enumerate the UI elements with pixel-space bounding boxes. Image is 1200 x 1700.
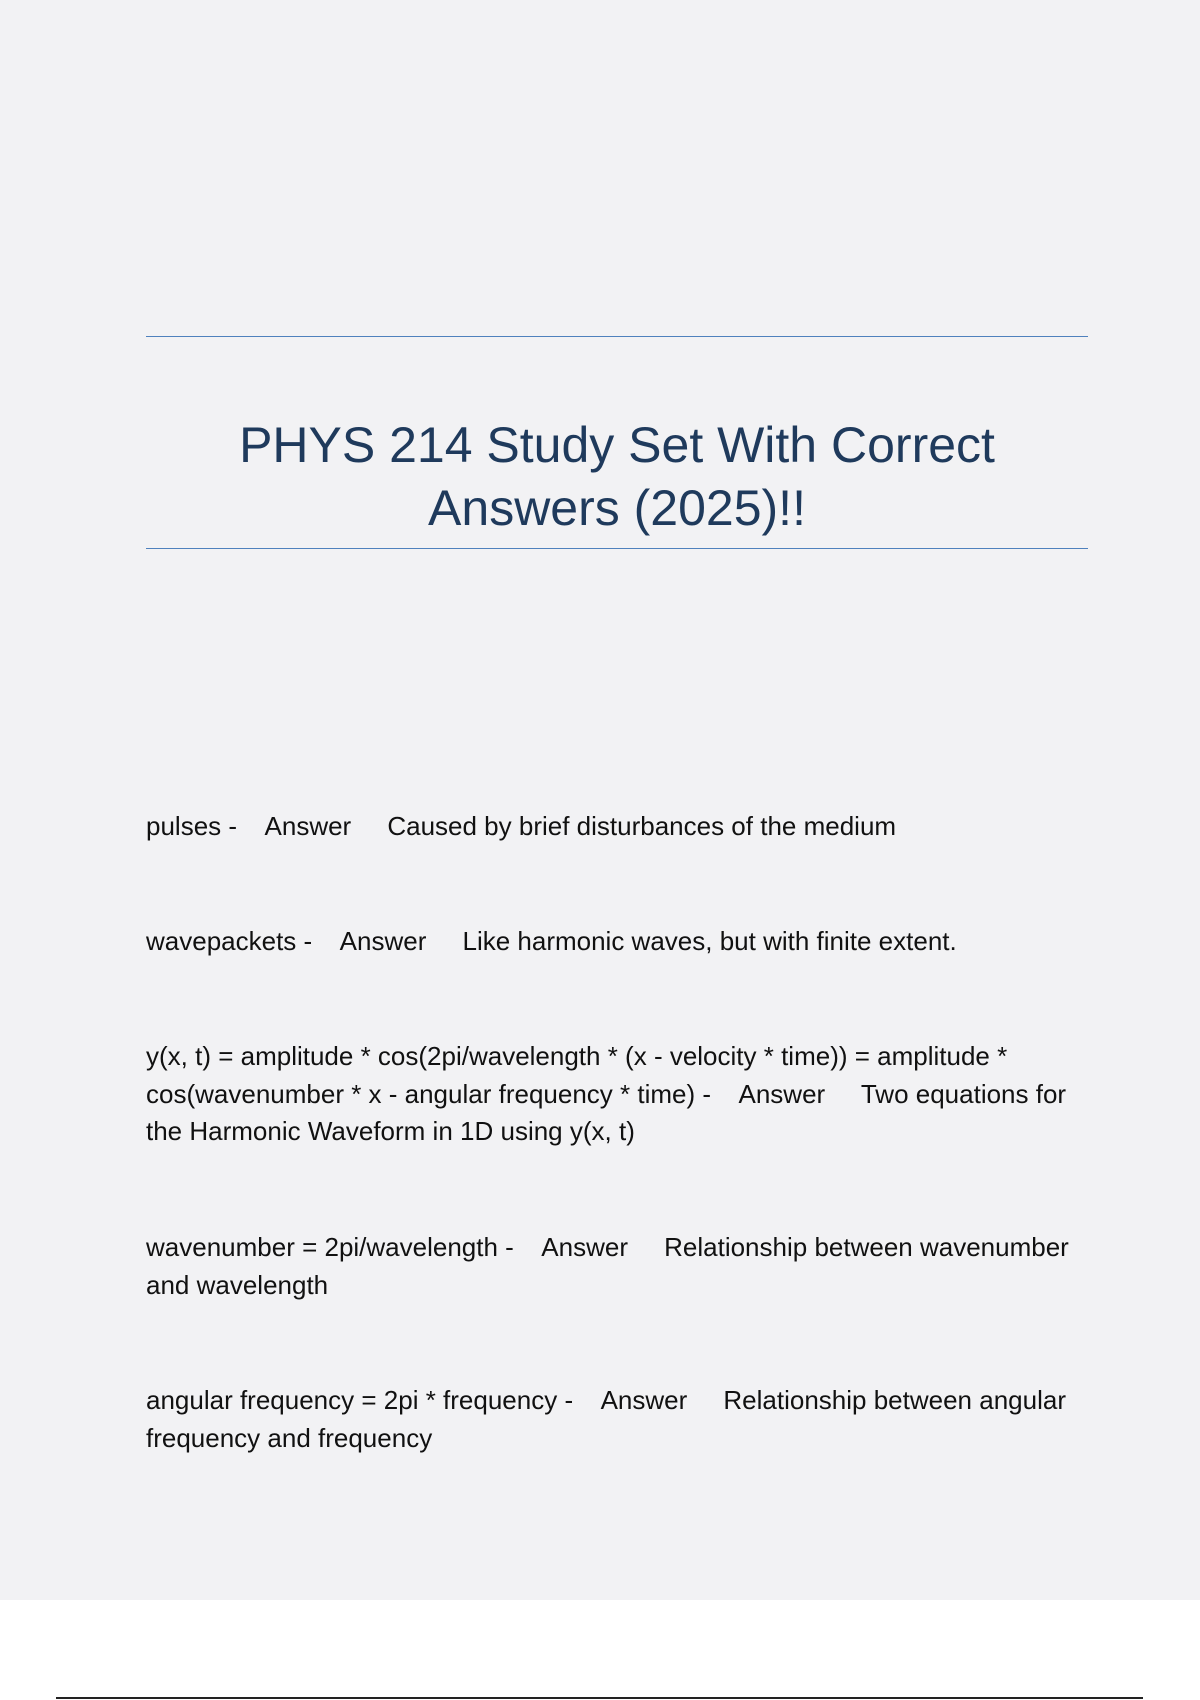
footer-rule — [56, 1697, 1143, 1699]
qa-answer: Like harmonic waves, but with finite extent. — [462, 926, 957, 956]
qa-term: wavenumber = 2pi/wavelength - — [146, 1232, 514, 1262]
qa-answer-label: Answer — [541, 1232, 628, 1262]
title-bottom-rule — [146, 548, 1088, 549]
qa-answer-label: Answer — [738, 1078, 826, 1109]
document-title: PHYS 214 Study Set With Correct Answers (2025)!! — [239, 417, 995, 536]
qa-term: y(x, t) = amplitude * cos(2pi/wavelength * (x - velocity * time)) = amplitude * cos(wavenumber * x - angular frequency * time) - — [146, 1041, 1008, 1109]
qa-answer-label: Answer — [264, 811, 352, 841]
qa-answer: Relationship between angular frequency and frequency — [146, 1385, 1066, 1453]
qa-term: angular frequency = 2pi * frequency - — [146, 1385, 574, 1415]
qa-answer-label: Answer — [339, 926, 427, 956]
qa-item — [146, 1038, 1088, 1151]
qa-term: pulses - — [146, 811, 238, 841]
qa-answer: Caused by brief disturbances of the medium — [387, 811, 897, 841]
qa-item — [146, 1382, 1088, 1457]
qa-item — [146, 1229, 1088, 1304]
qa-item — [146, 808, 1088, 846]
qa-item — [146, 923, 1088, 961]
qa-term: wavepackets - — [146, 926, 313, 956]
qa-answer: Two equations for the Harmonic Waveform in 1D using y(x, t) — [146, 1078, 1067, 1146]
title-top-rule — [146, 336, 1088, 337]
qa-answer: Relationship between wavenumber and wavelength — [146, 1232, 1069, 1300]
qa-answer-label: Answer — [600, 1385, 688, 1415]
